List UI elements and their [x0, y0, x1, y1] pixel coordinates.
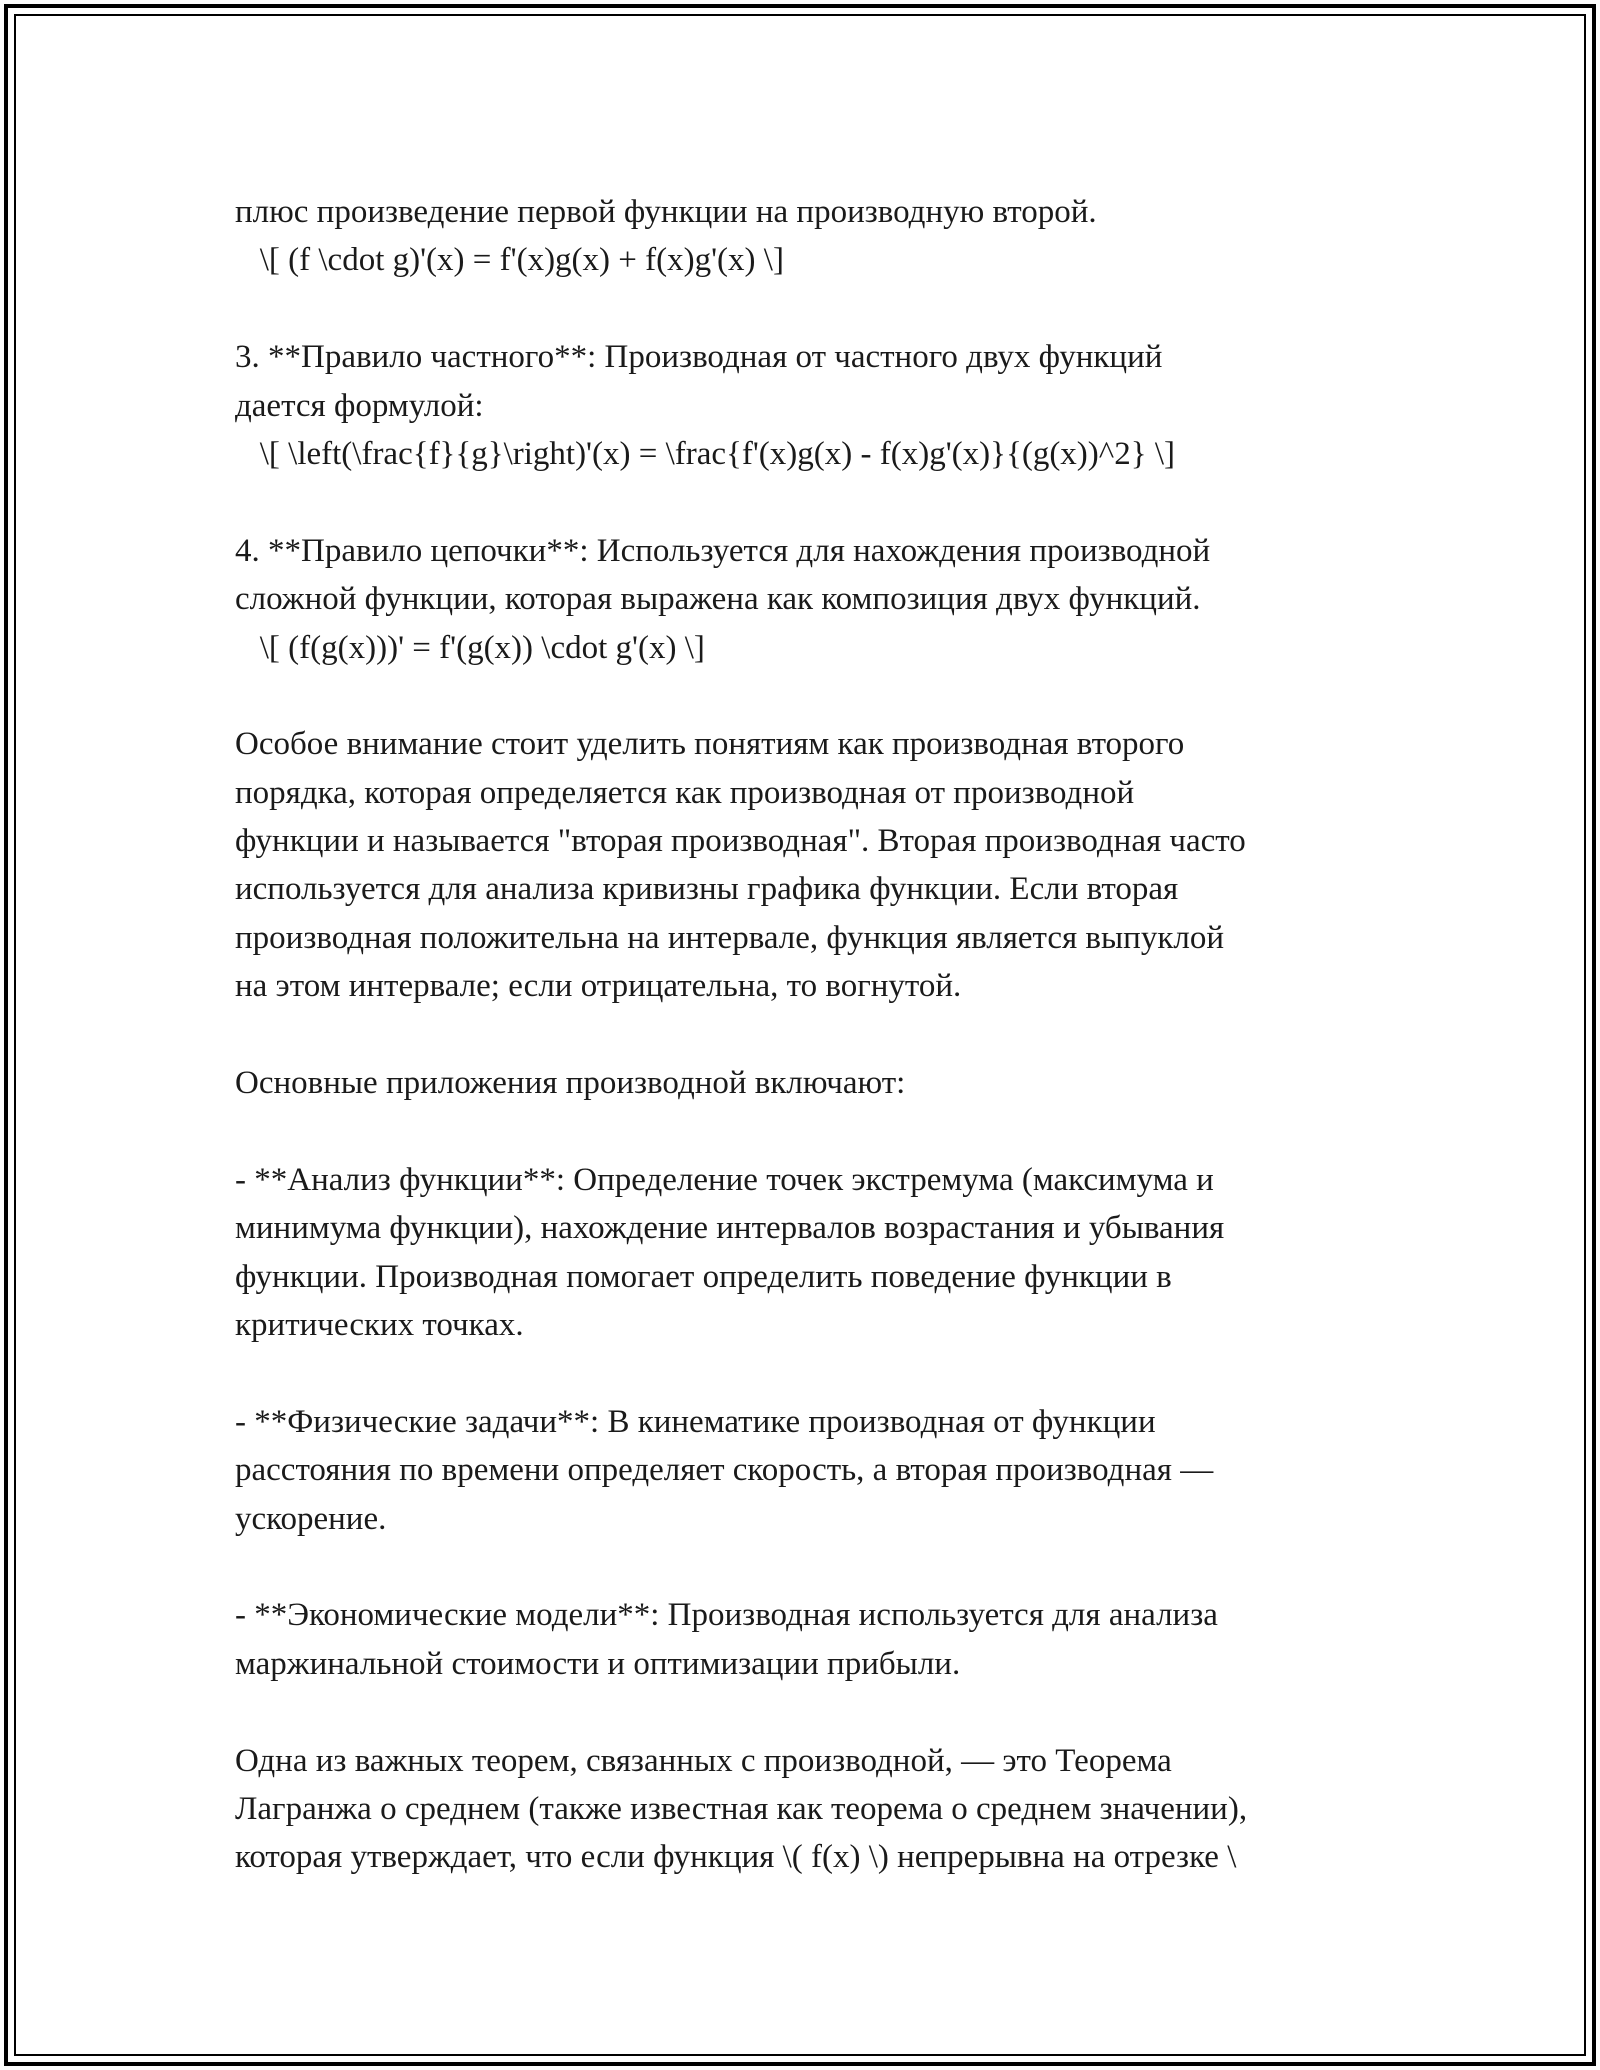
text-line: сложной функции, которая выражена как композиция двух функций.: [235, 581, 1201, 618]
formula-line: \[ (f \cdot g)'(x) = f'(x)g(x) + f(x)g'(x) \]: [235, 242, 784, 279]
text-line: порядка, которая определяется как производная от производной: [235, 774, 1135, 811]
text-line: Основные приложения производной включают:: [235, 1065, 906, 1102]
blank-line: [235, 1543, 1395, 1591]
list-item-line: функции. Производная помогает определить поведение функции в: [235, 1258, 1172, 1295]
blank-line: [235, 1011, 1395, 1059]
text-line: дается формулой:: [235, 387, 484, 424]
text-line: Особое внимание стоит уделить понятиям как производная второго: [235, 726, 1185, 763]
text-line: Одна из важных теорем, связанных с производной, — это Теорема: [235, 1742, 1172, 1779]
text-line: плюс произведение первой функции на производную второй.: [235, 194, 1097, 230]
formula-line: \[ \left(\frac{f}{g}\right)'(x) = \frac{f'(x)g(x) - f(x)g'(x)}{(g(x))^2} \]: [235, 435, 1176, 472]
list-item-line: минимума функции), нахождение интервалов возрастания и убывания: [235, 1210, 1225, 1247]
list-item-line: - **Анализ функции**: Определение точек экстремума (максимума и: [235, 1161, 1214, 1198]
blank-line: [235, 478, 1395, 526]
blank-line: [235, 1349, 1395, 1397]
text-line: 3. **Правило частного**: Производная от частного двух функций: [235, 339, 1163, 376]
text-line: которая утверждает, что если функция \( f(x) \) непрерывна на отрезке \: [235, 1839, 1237, 1876]
blank-line: [235, 285, 1395, 333]
text-line: используется для анализа кривизны графика функции. Если вторая: [235, 871, 1179, 908]
list-item-line: критических точках.: [235, 1306, 524, 1343]
text-line: 4. **Правило цепочки**: Используется для нахождения производной: [235, 532, 1211, 569]
list-item-line: - **Экономические модели**: Производная используется для анализа: [235, 1597, 1218, 1634]
list-item-line: ускорение.: [235, 1500, 387, 1537]
blank-line: [235, 672, 1395, 720]
text-line: Лагранжа о среднем (также известная как теорема о среднем значении),: [235, 1790, 1248, 1827]
blank-line: [235, 1107, 1395, 1155]
list-item-line: расстояния по времени определяет скорость, а вторая производная —: [235, 1452, 1214, 1489]
text-line: на этом интервале; если отрицательна, то вогнутой.: [235, 968, 962, 1005]
list-item-line: маржинальной стоимости и оптимизации прибыли.: [235, 1645, 961, 1682]
document-body: [235, 188, 1395, 1882]
blank-line: [235, 1688, 1395, 1736]
formula-line: \[ (f(g(x)))' = f'(g(x)) \cdot g'(x) \]: [235, 629, 705, 666]
text-line: производная положительна на интервале, функция является выпуклой: [235, 919, 1225, 956]
text-line: функции и называется "вторая производная". Вторая производная часто: [235, 823, 1246, 860]
list-item-line: - **Физические задачи**: В кинематике производная от функции: [235, 1403, 1156, 1440]
